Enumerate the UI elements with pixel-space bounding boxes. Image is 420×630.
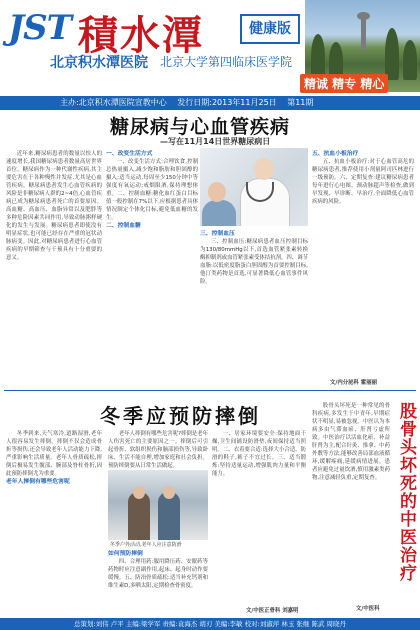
article2-column-2 bbox=[108, 430, 208, 468]
issue-info-bar bbox=[0, 96, 420, 110]
article1-column-4 bbox=[312, 150, 414, 382]
article1-column-1 bbox=[6, 150, 102, 388]
article1-subhead: —写在11月14日世界糖尿病日 bbox=[160, 137, 271, 146]
article1-column-3 bbox=[200, 230, 308, 388]
article2-text: 老年人摔倒有哪些危害呢?摔倒是老年人伤害死亡的主要原因之一。摔倒后可引起骨折、软组织损伤和脑部损伤等,导致卧床、生活不能自理,增加家庭和社会负担。预防摔倒要从日常生活做起。 bbox=[108, 431, 208, 468]
editorial-credits-footer: 总策划:刘伟 卢平 主编:梁学军 责编:袁海杰 胡刃 美编:李敏 校对:刘淑萍 林玉 张继 陈武 周晓丹 bbox=[0, 618, 420, 630]
article2-text: 一、居家环境要安全:保持地面干燥,卫生间铺设防滑垫,夜间保持适当照明。二、衣着要合适:选择大小合适、防滑的鞋子,裤子不宜过长。三、适当锻炼:坚持适量运动,增强肌肉力量和平衡能力。 bbox=[212, 431, 306, 477]
newspaper-title: 積水潭 bbox=[78, 12, 204, 59]
article2-headline: 冬季应预防摔倒 bbox=[100, 404, 261, 428]
edition-tag: 健康版 bbox=[240, 14, 300, 44]
article2-column-2b bbox=[108, 550, 208, 616]
article2-author: 文/中医正骨科 刘嘉明 bbox=[246, 608, 299, 614]
article2-section-title: 如何预防摔倒 bbox=[108, 551, 143, 557]
article1-column-2 bbox=[106, 150, 198, 388]
article2-section-title: 老年人摔倒有哪些危害呢 bbox=[6, 479, 70, 485]
article1-text: 一、改变生活方式:合理饮食,控制总热量摄入,减少饱和脂肪和胆固醇的摄入;适当运动,每周至少150分钟中等强度有氧运动;戒烟限酒,保持理想体重。二、控制血糖:糖化血红蛋白目标值一般控制在7%以下,应根据患者具体情况制定个体化目标,避免低血糖的发生。 bbox=[106, 159, 198, 221]
article1-section-title: 一、改变生活方式 bbox=[106, 151, 153, 157]
article1-section-title: 三、控制血压 bbox=[200, 231, 235, 237]
sidebar-article-headline: 股骨头坏死的中医治疗 bbox=[396, 402, 416, 582]
article1-headline: 糖尿病与心血管疾病 bbox=[110, 116, 291, 138]
photo2-caption: 冬季户外活动,老年人应注意防滑 bbox=[110, 542, 182, 548]
article2-column-1 bbox=[6, 430, 102, 616]
issue-number: 第11期 bbox=[287, 98, 314, 107]
section-divider bbox=[4, 390, 416, 391]
doctor-patient-illustration bbox=[200, 148, 308, 226]
article1-text: 近年来,糖尿病患者的数量以惊人的速度增长,我国糖尿病患者数量高居世界首位。糖尿病作为一种代谢性疾病,其主要危害在于各种慢性并发症,尤其是心血管疾病。糖尿病患者发生心血管疾病的风险是非糖尿病人群的2~4倍,心血管疾病已成为糖尿病患者死亡的首要原因。高血糖、高血压、血脂异常以及肥胖等多种危险因素共同作用,导致动脉粥样硬化的发生与发展。糖尿病患者即使没有明显症状,也可能已经存在严重的冠状动脉病变。因此,对糖尿病患者进行心血管疾病的早期筛查与干预具有十分重要的意义。 bbox=[6, 151, 102, 261]
hospital-alt-name: 北京大学第四临床医学院 bbox=[160, 55, 293, 69]
sidebar-text: 股骨头坏死是一种常见的骨科疾病,多发生于中青年,早期症状不明显,易被忽视。中医认为本病多由气滞血瘀、肝肾亏虚所致。中医治疗以活血化瘀、补益肝肾为主,配合针灸、推拿、中药外敷等方法,能够改善局部血液循环,缓解疼痛,延缓病情进展。患者应避免过量饮酒,慎用激素类药物,注意减轻负重,定期复查。 bbox=[312, 403, 390, 481]
article2-column-3 bbox=[212, 430, 306, 606]
article1-text: 五、抗血小板治疗:对于心血管高危的糖尿病患者,推荐使用小剂量阿司匹林进行一级预防。六、定期复查:建议糖尿病患者每年进行心电图、颈动脉超声等检查,做到早发现、早诊断、早治疗,全面降低心血管疾病的风险。 bbox=[312, 159, 414, 205]
elderly-walking-photo bbox=[108, 470, 208, 540]
article1-section-title: 二、控制血糖 bbox=[106, 223, 141, 229]
article1-author: 文/内分泌科 霍丽丽 bbox=[330, 380, 377, 386]
hospital-name: 北京积水潭医院 bbox=[50, 55, 148, 71]
sidebar-article-author: 文/中医科 bbox=[356, 606, 380, 612]
article1-text: 三、控制血压:糖尿病患者血压控制目标为130/80mmHg以下,首选血管紧张素转换酶抑制剂或血管紧张素受体拮抗剂。四、调节血脂:以低密度脂蛋白胆固醇为首要控制目标,他汀类药物是首选,可显著降低心血管事件风险。 bbox=[200, 239, 308, 285]
masthead bbox=[0, 0, 420, 100]
sidebar-article-body bbox=[312, 402, 390, 602]
publish-date: 发行日期:2013年11月25日 bbox=[177, 98, 277, 107]
article2-text: 四、合理用药:服用降压药、安眠药等药物时应注意副作用,起床、起身时动作要缓慢。五、防治骨质疏松:适当补充钙剂和维生素D,多晒太阳,定期检查骨密度。 bbox=[108, 559, 208, 589]
article1-section-title: 五、抗血小板治疗 bbox=[312, 151, 359, 157]
jst-logo: JST bbox=[8, 8, 71, 48]
photo-caption: 精诚 精专 精心 bbox=[300, 74, 388, 93]
publisher: 主办:北京积水潭医院宣教中心 bbox=[60, 98, 167, 107]
article2-text: 冬季到来,天气寒冷,道路湿滑,老年人很容易发生摔倒。摔倒不仅会造成骨折等损伤,还会导致老年人活动能力下降,严重影响生活质量。老年人骨质疏松,摔倒后极易发生髋部、腕部及脊柱骨折,因此预防摔倒尤为重要。 bbox=[6, 431, 102, 477]
